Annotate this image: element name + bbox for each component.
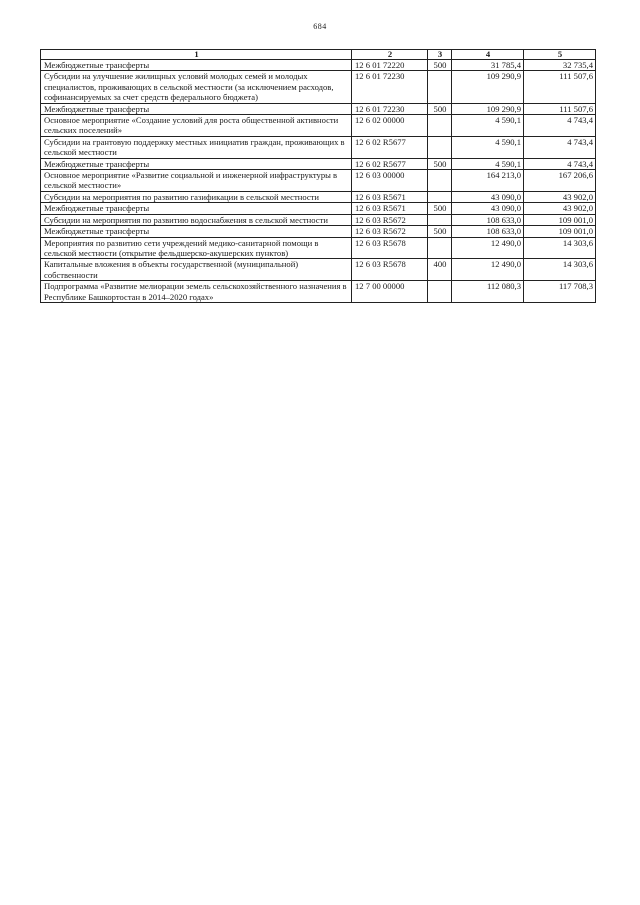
- row-value-1-cell: 43 090,0: [452, 191, 524, 202]
- table-row: [41, 281, 596, 303]
- table-body: [41, 60, 596, 303]
- row-type-cell: 500: [428, 158, 452, 169]
- row-code-cell: 12 6 02 00000: [352, 115, 428, 137]
- table-row: [41, 203, 596, 214]
- row-code-cell: 12 6 01 72230: [352, 103, 428, 114]
- table-row: [41, 259, 596, 281]
- row-code-cell: 12 6 03 R5671: [352, 203, 428, 214]
- row-name-cell: Межбюджетные трансферты: [41, 203, 352, 214]
- table-row: [41, 103, 596, 114]
- row-value-2-cell: 109 001,0: [524, 214, 596, 225]
- row-value-2-cell: 111 507,6: [524, 103, 596, 114]
- table-row: [41, 71, 596, 103]
- table-row: [41, 158, 596, 169]
- row-value-2-cell: 4 743,4: [524, 158, 596, 169]
- row-value-2-cell: 14 303,6: [524, 259, 596, 281]
- row-name-cell: Субсидии на мероприятия по развитию газификации в сельской местности: [41, 191, 352, 202]
- header-row: [41, 50, 596, 60]
- row-value-2-cell: 4 743,4: [524, 136, 596, 158]
- table-row: [41, 60, 596, 71]
- row-type-cell: [428, 136, 452, 158]
- row-name-cell: Субсидии на улучшение жилищных условий молодых семей и молодых специалистов, проживающих в сельской местности (за исключением расходов, софинансируемых за счет средств федерального бюджета): [41, 71, 352, 103]
- row-code-cell: 12 6 03 R5678: [352, 259, 428, 281]
- row-type-cell: [428, 71, 452, 103]
- row-value-2-cell: 4 743,4: [524, 115, 596, 137]
- row-code-cell: 12 6 01 72230: [352, 71, 428, 103]
- row-name-cell: Межбюджетные трансферты: [41, 103, 352, 114]
- row-type-cell: 500: [428, 103, 452, 114]
- table-row: [41, 191, 596, 202]
- row-type-cell: [428, 281, 452, 303]
- row-value-2-cell: 32 735,4: [524, 60, 596, 71]
- row-type-cell: 500: [428, 226, 452, 237]
- row-code-cell: 12 6 03 R5672: [352, 214, 428, 225]
- column-header-4: 4: [452, 50, 524, 60]
- row-code-cell: 12 6 03 R5672: [352, 226, 428, 237]
- row-type-cell: [428, 115, 452, 137]
- row-value-2-cell: 109 001,0: [524, 226, 596, 237]
- column-header-1: 1: [41, 50, 352, 60]
- row-name-cell: Мероприятия по развитию сети учреждений медико-санитарной помощи в сельской местности (открытие фельдшерско-акушерских пунктов): [41, 237, 352, 259]
- row-code-cell: 12 7 00 00000: [352, 281, 428, 303]
- row-type-cell: [428, 191, 452, 202]
- row-value-1-cell: 109 290,9: [452, 103, 524, 114]
- row-code-cell: 12 6 02 R5677: [352, 158, 428, 169]
- row-name-cell: Субсидии на мероприятия по развитию водоснабжения в сельской местности: [41, 214, 352, 225]
- row-value-2-cell: 111 507,6: [524, 71, 596, 103]
- column-header-3: 3: [428, 50, 452, 60]
- row-code-cell: 12 6 03 R5671: [352, 191, 428, 202]
- table-row: [41, 136, 596, 158]
- row-value-1-cell: 4 590,1: [452, 115, 524, 137]
- row-type-cell: [428, 170, 452, 192]
- table-row: [41, 115, 596, 137]
- column-header-5: 5: [524, 50, 596, 60]
- row-name-cell: Капитальные вложения в объекты государственной (муниципальной) собственности: [41, 259, 352, 281]
- row-code-cell: 12 6 01 72220: [352, 60, 428, 71]
- row-name-cell: Межбюджетные трансферты: [41, 226, 352, 237]
- row-value-1-cell: 108 633,0: [452, 226, 524, 237]
- row-name-cell: Межбюджетные трансферты: [41, 60, 352, 71]
- row-name-cell: Субсидии на грантовую поддержку местных инициатив граждан, проживающих в сельской местности: [41, 136, 352, 158]
- row-value-1-cell: 43 090,0: [452, 203, 524, 214]
- row-value-1-cell: 109 290,9: [452, 71, 524, 103]
- row-type-cell: [428, 237, 452, 259]
- budget-table: [40, 49, 596, 303]
- row-value-1-cell: 4 590,1: [452, 136, 524, 158]
- row-value-1-cell: 4 590,1: [452, 158, 524, 169]
- row-code-cell: 12 6 03 00000: [352, 170, 428, 192]
- table-row: [41, 214, 596, 225]
- table-row: [41, 170, 596, 192]
- row-value-1-cell: 12 490,0: [452, 259, 524, 281]
- row-name-cell: Межбюджетные трансферты: [41, 158, 352, 169]
- row-code-cell: 12 6 03 R5678: [352, 237, 428, 259]
- page-number: 684: [313, 22, 327, 31]
- row-value-1-cell: 112 080,3: [452, 281, 524, 303]
- table-row: [41, 226, 596, 237]
- row-value-1-cell: 164 213,0: [452, 170, 524, 192]
- row-value-2-cell: 117 708,3: [524, 281, 596, 303]
- row-type-cell: 500: [428, 60, 452, 71]
- row-value-1-cell: 31 785,4: [452, 60, 524, 71]
- row-value-1-cell: 12 490,0: [452, 237, 524, 259]
- row-code-cell: 12 6 02 R5677: [352, 136, 428, 158]
- column-header-2: 2: [352, 50, 428, 60]
- row-value-2-cell: 167 206,6: [524, 170, 596, 192]
- row-value-2-cell: 43 902,0: [524, 203, 596, 214]
- row-value-2-cell: 14 303,6: [524, 237, 596, 259]
- row-type-cell: [428, 214, 452, 225]
- row-value-1-cell: 108 633,0: [452, 214, 524, 225]
- row-type-cell: 400: [428, 259, 452, 281]
- row-name-cell: Основное мероприятие «Развитие социальной и инженерной инфраструктуры в сельской местности»: [41, 170, 352, 192]
- table-row: [41, 237, 596, 259]
- row-value-2-cell: 43 902,0: [524, 191, 596, 202]
- table-header: [41, 50, 596, 60]
- row-type-cell: 500: [428, 203, 452, 214]
- row-name-cell: Подпрограмма «Развитие мелиорации земель сельскохозяйственного назначения в Республике Башкортостан в 2014–2020 годах»: [41, 281, 352, 303]
- row-name-cell: Основное мероприятие «Создание условий для роста общественной активности сельских поселений»: [41, 115, 352, 137]
